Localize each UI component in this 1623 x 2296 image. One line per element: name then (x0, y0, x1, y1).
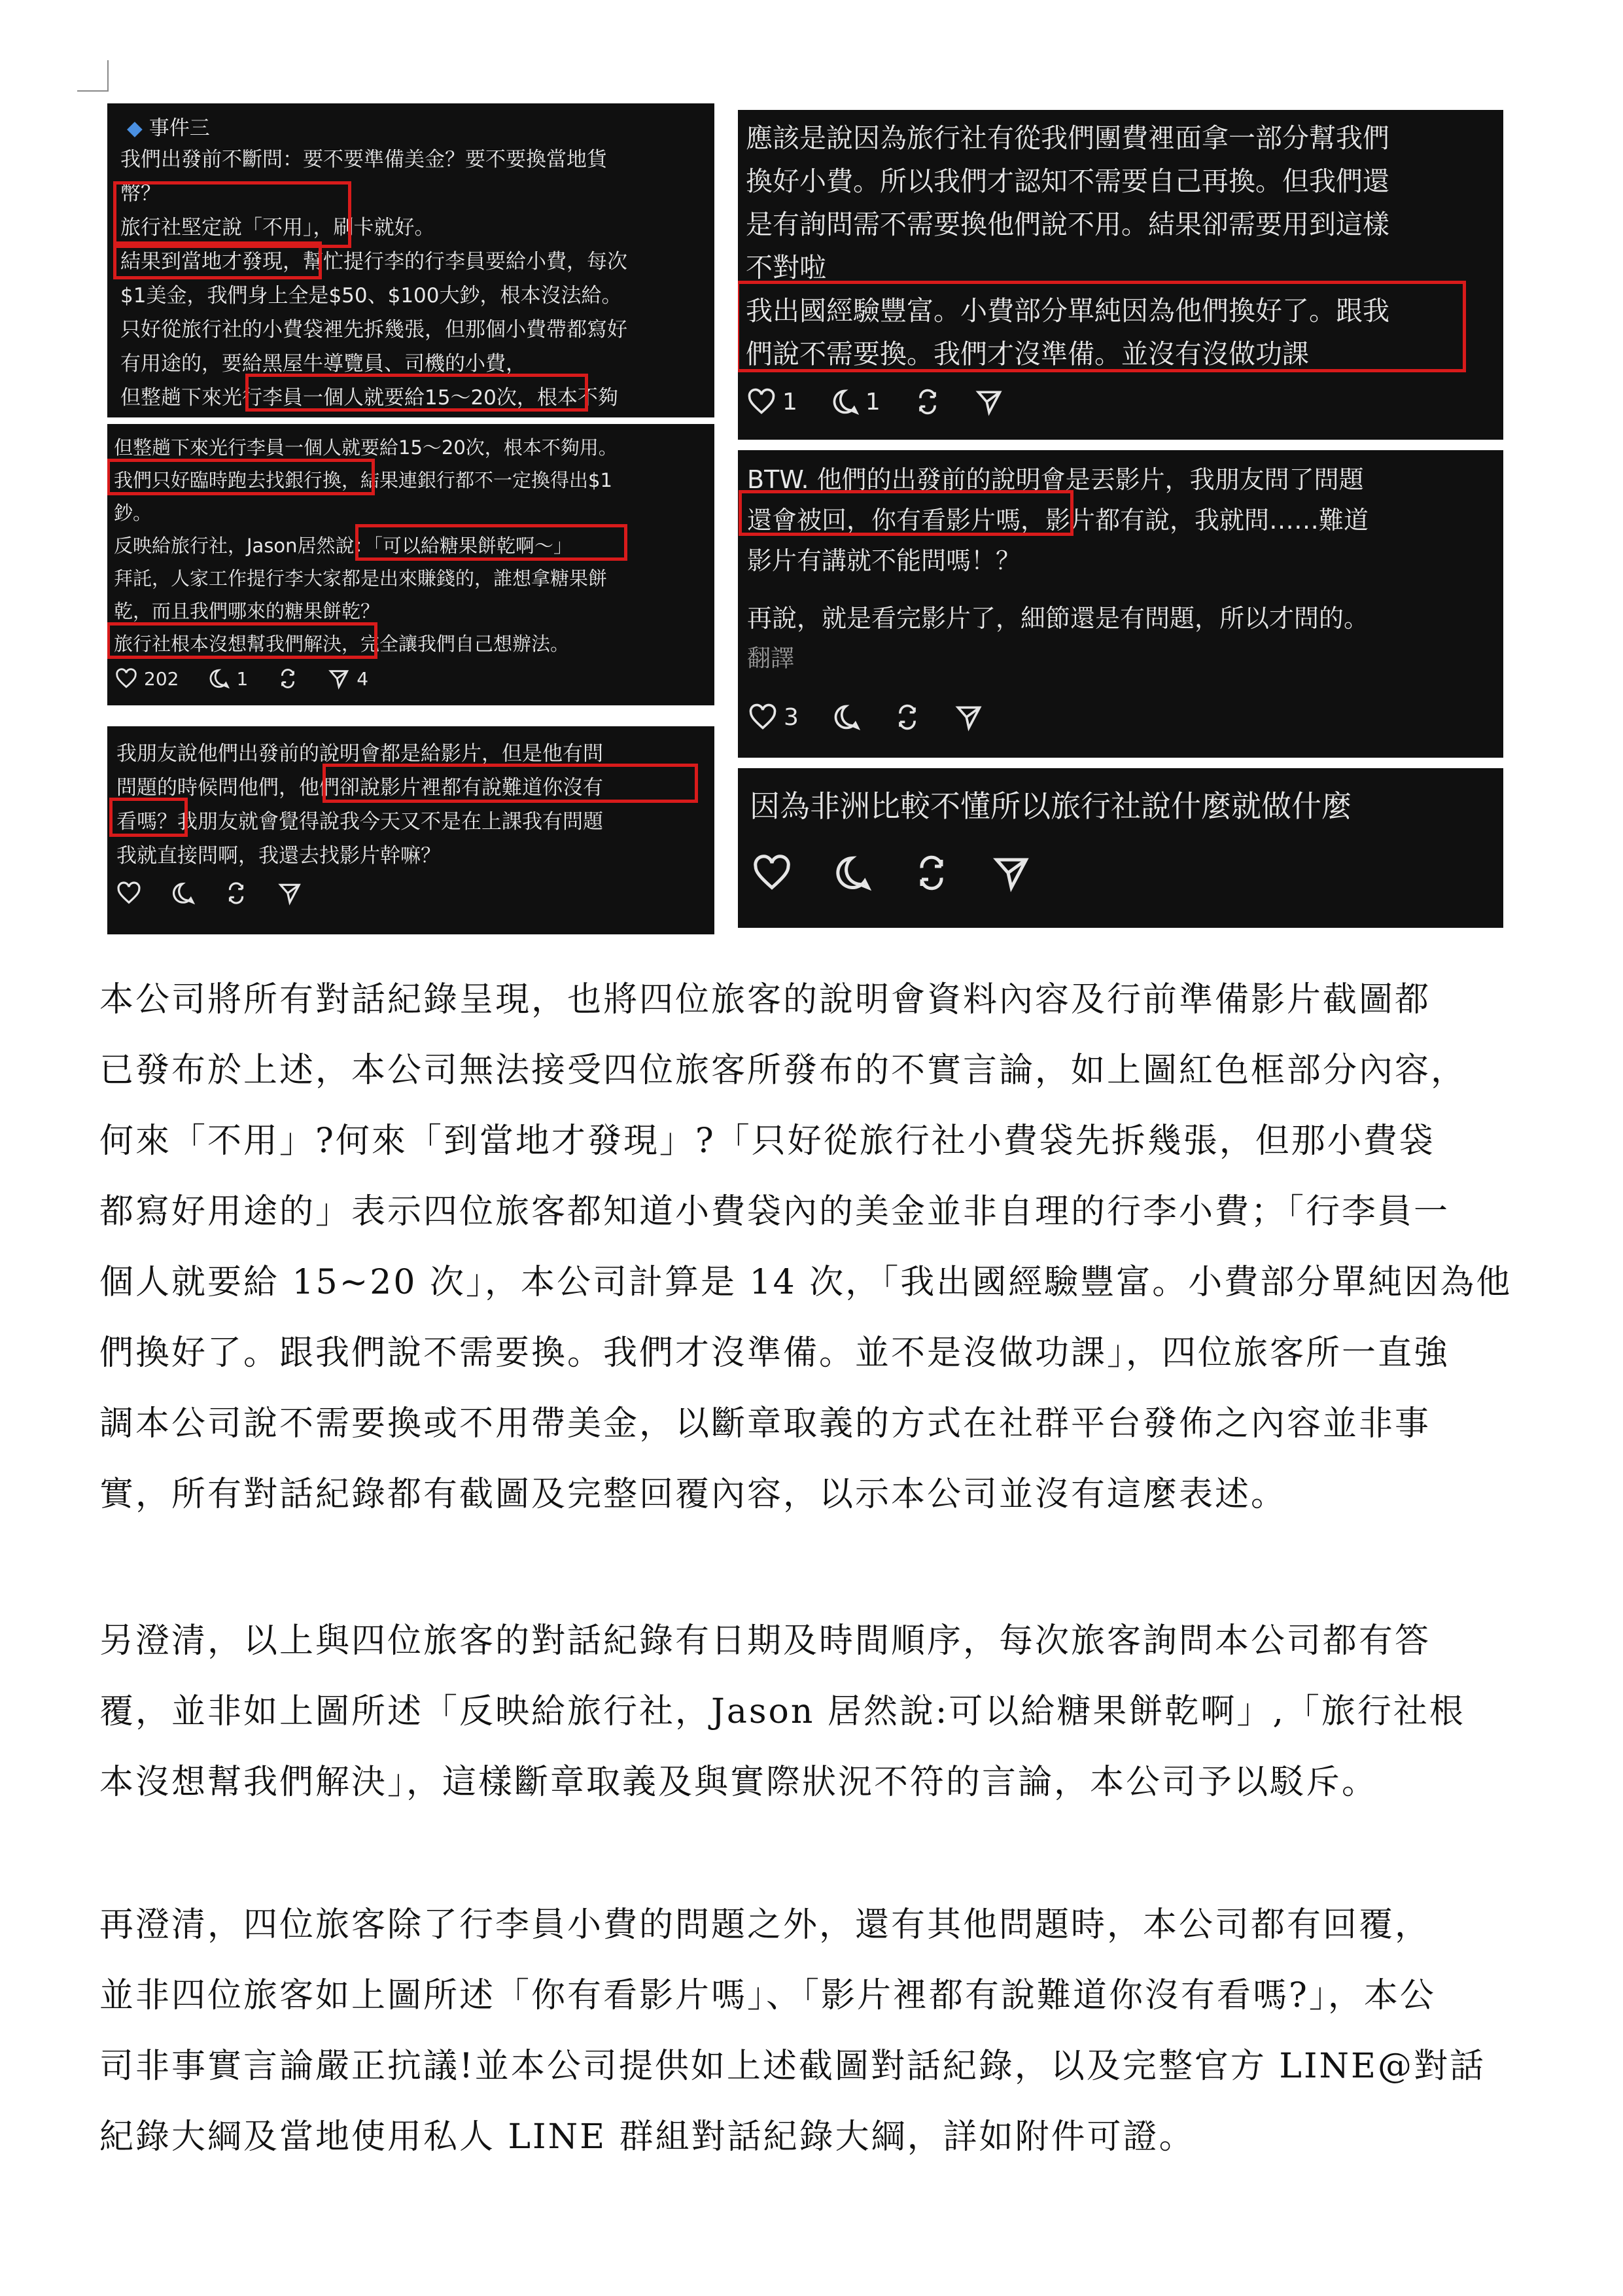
like-count: 1 (782, 388, 797, 415)
post-line: 我們只好臨時跑去找銀行換，結果連銀行都不一定換得出$1 (114, 469, 612, 491)
highlight-box (111, 627, 373, 654)
like-button[interactable] (747, 387, 797, 416)
paragraph-line: 實，所有對話紀錄都有截圖及完整回覆內容，以示本公司並沒有這麼表述。 (99, 1475, 1287, 1514)
comment-button[interactable] (830, 387, 881, 416)
comment-icon[interactable] (832, 853, 871, 892)
paragraph-statement (99, 964, 1532, 1530)
send-icon (328, 667, 350, 690)
comment-icon[interactable] (170, 881, 195, 906)
send-icon[interactable] (954, 703, 983, 732)
post-line: 幣？ (120, 182, 161, 205)
post-actions (752, 853, 1031, 892)
post-title: 事件三 (148, 116, 210, 140)
post-line: 再說，就是看完影片了，細節還是有問題，所以才問的。 (747, 604, 1369, 633)
repost-icon[interactable] (913, 387, 942, 416)
post-line: $1美金，我們身上全是$50、$100大鈔，根本沒法給。 (120, 284, 622, 308)
post-line: 反映給旅行社，Jason居然說：「可以給糖果餅乾啊～」 (114, 535, 573, 557)
share-count: 4 (357, 667, 369, 690)
highlight-box (360, 529, 623, 556)
post-line: 結果到當地才發現，幫忙提行李的行李員要給小費，每次 (120, 250, 627, 274)
post-line: 只好從旅行社的小費袋裡先拆幾張，但那個小費帶都寫好 (120, 318, 627, 342)
paragraph-clarification-two (99, 1890, 1532, 2172)
screenshot-africa-comment (738, 768, 1503, 928)
post-actions (115, 667, 368, 690)
post-line: 看嗎？我朋友就會覺得說我今天又不是在上課我有問題 (116, 810, 603, 834)
paragraph-line: 個人就要給 15~20 次」，本公司計算是 14 次，「我出國經驗豐富。小費部分單純因為他 (99, 1263, 1512, 1302)
repost-icon[interactable] (893, 703, 922, 732)
post-line: 乾，而且我們哪來的糖果餅乾？ (114, 600, 380, 622)
heart-icon[interactable] (752, 853, 792, 892)
highlight-box (118, 246, 317, 275)
post-line: 但整趟下來光行李員一個人就要給15～20次，根本不夠 (120, 386, 618, 410)
post-line: BTW. 他們的出發前的說明會是丟影片，我朋友問了問題 (747, 465, 1364, 494)
paragraph-line: 何來「不用」?何來「到當地才發現」?「只好從旅行社小費袋先拆幾張，但那小費袋 (99, 1122, 1435, 1161)
like-button[interactable] (748, 703, 799, 732)
paragraph-line: 調本公司說不需要換或不用帶美金，以斷章取義的方式在社群平台發佈之內容並非事 (99, 1404, 1431, 1443)
post-actions (747, 387, 1003, 416)
paragraph-line: 本沒想幫我們解決」，這樣斷章取義及與實際狀況不符的言論，本公司予以駁斥。 (99, 1763, 1378, 1802)
post-line: 鈔。 (114, 502, 152, 524)
screenshot-experienced-traveler (738, 110, 1503, 440)
paragraph-line: 覆，並非如上圖所述「反映給旅行社，Jason 居然說:可以給糖果餅乾啊」,「旅行社根 (99, 1692, 1465, 1731)
post-line: 還會被回，你有看影片嗎，影片都有說，我就問……難道 (747, 506, 1369, 535)
paragraph-line: 司非事實言論嚴正抗議!並本公司提供如上述截圖對話紀錄，以及完整官方 LINE@對話 (99, 2047, 1486, 2086)
comment-icon[interactable] (831, 703, 860, 732)
paragraph-line: 另澄清，以上與四位旅客的對話紀錄有日期及時間順序，每次旅客詢問本公司都有答 (99, 1621, 1431, 1661)
highlight-box (741, 285, 1461, 368)
post-line: 我朋友說他們出發前的說明會都是給影片，但是他有問 (116, 742, 603, 766)
repost-icon (277, 667, 299, 690)
heart-icon (115, 667, 137, 690)
heart-icon (748, 703, 777, 732)
comment-count: 1 (236, 667, 249, 690)
share-button[interactable] (328, 667, 368, 690)
post-line: 們說不需要換。我們才沒準備。並沒有沒做功課 (746, 338, 1309, 370)
repost-icon[interactable] (224, 881, 249, 906)
paragraph-line: 再澄清，四位旅客除了行李員小費的問題之外，還有其他問題時，本公司都有回覆， (99, 1905, 1431, 1945)
post-line: 我就直接問啊，我還去找影片幹嘛？ (116, 844, 441, 868)
comment-icon (830, 387, 859, 416)
heart-icon (747, 387, 776, 416)
repost-icon[interactable] (912, 853, 951, 892)
paragraph-line: 已發布於上述，本公司無法接受四位旅客所發布的不實言論，如上圖紅色框部分內容， (99, 1051, 1467, 1090)
translate-link[interactable]: 翻譯 (747, 645, 795, 672)
post-line: 旅行社堅定說「不用」，刷卡就好。 (120, 216, 435, 239)
post-line: 我們出發前不斷問：要不要準備美金？要不要換當地貨 (120, 148, 607, 171)
comment-icon (207, 667, 230, 690)
paragraph-line: 並非四位旅客如上圖所述「你有看影片嗎」、「影片裡都有說難道你沒有看嗎?」，本公 (99, 1976, 1436, 2015)
heart-icon[interactable] (116, 881, 141, 906)
repost-button[interactable] (277, 667, 299, 690)
post-line: 不對啦 (746, 252, 826, 283)
highlight-box (118, 186, 347, 243)
screenshot-video-question (107, 726, 714, 934)
highlight-box (250, 378, 584, 407)
post-line: 旅行社根本沒想幫我們解決，完全讓我們自己想辦法。 (114, 633, 570, 655)
paragraph-line: 紀錄大綱及當地使用私人 LINE 群組對話紀錄大綱，詳如附件可證。 (99, 2117, 1195, 2157)
comment-count: 1 (865, 388, 881, 415)
send-icon[interactable] (975, 387, 1003, 416)
paragraph-line: 們換好了。跟我們說不需要換。我們才沒準備。並不是沒做功課」，四位旅客所一直強 (99, 1333, 1450, 1373)
like-button[interactable] (115, 667, 179, 690)
post-line: 問題的時候問他們，他們卻說影片裡都有說難道你沒有 (116, 776, 603, 800)
highlight-box (114, 802, 183, 832)
post-line: 應該是說因為旅行社有從我們團費裡面拿一部分幫我們 (746, 122, 1389, 154)
post-line: 但整趟下來光行李員一個人就要給15～20次，根本不夠用。 (114, 436, 618, 459)
paragraph-clarification-one (99, 1606, 1532, 1818)
post-line: 拜託，人家工作提行李大家都是出來賺錢的，誰想拿糖果餅 (114, 567, 608, 590)
post-actions (116, 881, 302, 906)
paragraph-line: 都寫好用途的」表示四位旅客都知道小費袋內的美金並非自理的行李小費；「行李員一 (99, 1192, 1450, 1231)
diamond-icon: ◆ (127, 116, 143, 140)
send-icon[interactable] (277, 881, 302, 906)
post-line: 有用途的，要給黑屋牛導覽員、司機的小費， (120, 352, 526, 376)
highlight-box (743, 495, 1069, 531)
post-line: 換好小費。所以我們才認知不需要自己再換。但我們還 (746, 166, 1389, 197)
highlight-box (327, 768, 693, 798)
screenshot-briefing-video (738, 450, 1503, 758)
like-count: 202 (144, 667, 179, 690)
post-line: 我出國經驗豐富。小費部分單純因為他們換好了。跟我 (746, 295, 1389, 327)
post-actions (748, 703, 983, 732)
post-line: 是有詢問需不需要換他們說不用。結果卻需要用到這樣 (746, 209, 1389, 240)
like-count: 3 (784, 703, 799, 731)
page-corner-mark (77, 60, 109, 92)
highlight-box (111, 463, 370, 491)
post-line: 因為非洲比較不懂所以旅行社說什麼就做什麼 (750, 788, 1352, 824)
screenshot-tip-complaint (107, 424, 714, 705)
send-icon[interactable] (992, 853, 1031, 892)
paragraph-line: 本公司將所有對話紀錄呈現，也將四位旅客的說明會資料內容及行前準備影片截圖都 (99, 980, 1431, 1019)
post-line: 影片有講就不能問嗎！？ (747, 546, 1021, 575)
comment-button[interactable] (207, 667, 248, 690)
screenshot-incident-three (107, 103, 714, 417)
